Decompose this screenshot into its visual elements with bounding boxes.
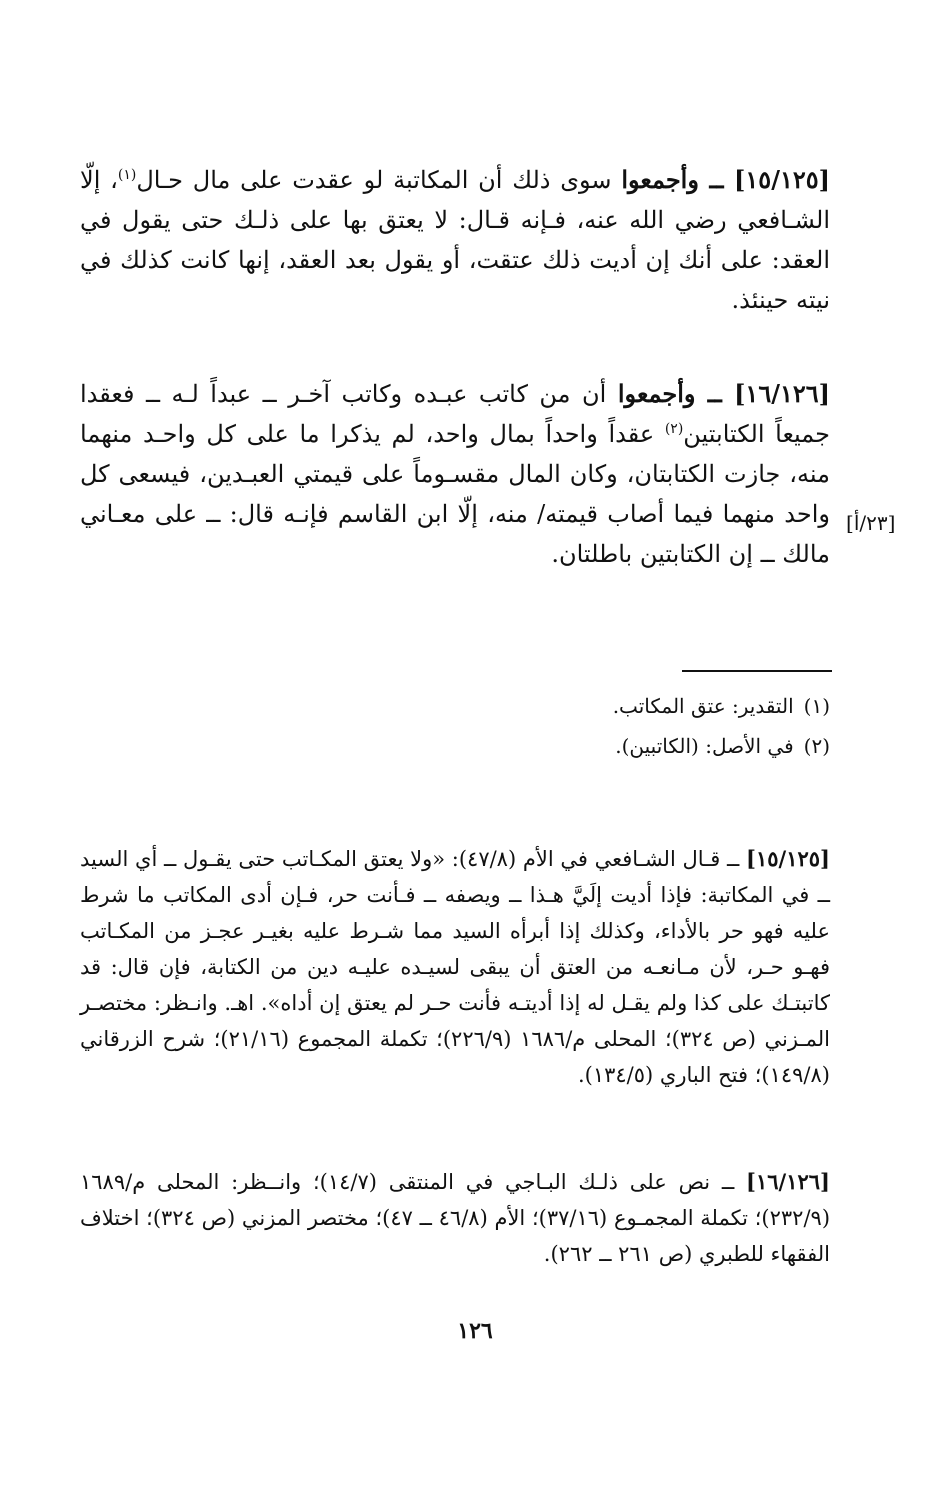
- page-number: ١٢٦: [457, 1318, 493, 1344]
- ref-dash: ــ: [698, 165, 735, 194]
- footnote-marker[interactable]: (٢): [664, 421, 684, 437]
- note-text: ــ قـال الشـافعي في الأم (٤٧/٨): «ولا يعتق المكـاتب حتى يقـول ــ أي السيد ــ في المكاتبة: فإذا أديت إلَيَّ هـذا ــ ويصفه ــ فـأنت حر، فـإن أدى المكاتب ما شرط عليه فهو حر بالأداء، وكذلك إذا أبرأه السيد مما شـرط عليه بغيـر عجـز من المكـاتب فهـو حـر، لأن مـانعـه من العتق أن يبقى لسيـده عليـه دين من الكتابة، فإن قال: قد كاتبتـك على كذا ولم يقـل له إذا أديتـه فأنت حـر لم يعتق إن أداه». اهـ. وانـظر: مختصـر المـزني (ص ٣٢٤)؛ المحلى م/١٦٨٦ (٢٢٦/٩)؛ تكملة المجموع (٢١/١٦)؛ شرح الزرقاني (١٤٩/٨)؛ فتح الباري (١٣٤/٥).: [80, 847, 830, 1087]
- footnote-number: (٢): [803, 734, 830, 758]
- footnote-divider: [682, 670, 832, 672]
- paragraph-text: سوى ذلك أن المكاتبة لو عقدت على مال حـال: [136, 166, 622, 194]
- footnote-1: [300, 690, 830, 722]
- paragraph-lead: وأجمعوا: [621, 165, 699, 194]
- paragraph-126: [80, 374, 830, 574]
- main-text-2: [80, 374, 830, 574]
- paragraph-text: أن من كاتب عبـده وكاتب آخـر ــ عبداً لـه ــ فعقدا جميعاً الكتابتين: [80, 380, 830, 448]
- footnote-text: في الأصل: (الكاتبين).: [615, 734, 794, 758]
- main-text: [80, 160, 830, 320]
- footnote-text: التقدير: عتق المكاتب.: [612, 694, 794, 718]
- footnote-number: (١): [803, 694, 830, 718]
- paragraph-lead: وأجمعوا: [617, 379, 696, 408]
- paragraph-text: عقداً واحداً بمال واحد، لم يذكرا ما على كل واحـد منهما منه، جازت الكتابتان، وكان المال مقسـوماً على قيمتي العبـدين، فيسعى كل واحد منهما فيما أصاب قيمته/ منه، إلّا ابن القاسم فإنـه قال: ــ على معـاني مالك ــ إن الكتابتين باطلتان.: [80, 420, 831, 568]
- editor-note-126: [80, 1164, 830, 1272]
- editor-note-125: [80, 841, 830, 1093]
- paragraph-ref: [١٦/١٢٦]: [734, 379, 830, 408]
- paragraph-text: ، إلّا الشـافعي رضي الله عنه، فـإنه قـال: لا يعتق بها على ذلـك حتى يقول في العقد: على أنك إن أديت ذلك عتقت، أو يقول بعد العقد، إنها كانت كذلك في نيته حينئذ.: [80, 166, 830, 314]
- footnote-marker[interactable]: (١): [117, 167, 137, 183]
- footnote-2: [300, 730, 830, 762]
- paragraph-ref: [١٥/١٢٥]: [734, 165, 830, 194]
- manuscript-folio-marker: [٢٣/أ]: [846, 511, 896, 535]
- note-text: ــ نص على ذلـك البـاجي في المنتقى (١٤/٧)؛ وانــظر: المحلى م/١٦٨٩ (٢٣٢/٩)؛ تكملة المجمـوع (٣٧/١٦)؛ الأم (٤٦/٨ ــ ٤٧)؛ مختصر المزني (ص ٣٢٤)؛ اختلاف الفقهاء للطبري (ص ٢٦١ ــ ٢٦٢).: [80, 1170, 831, 1266]
- paragraph-125: [80, 160, 830, 320]
- ref-dash: ــ: [695, 379, 735, 408]
- note-ref: [١٥/١٢٥]: [746, 846, 830, 871]
- note-ref: [١٦/١٢٦]: [746, 1169, 830, 1194]
